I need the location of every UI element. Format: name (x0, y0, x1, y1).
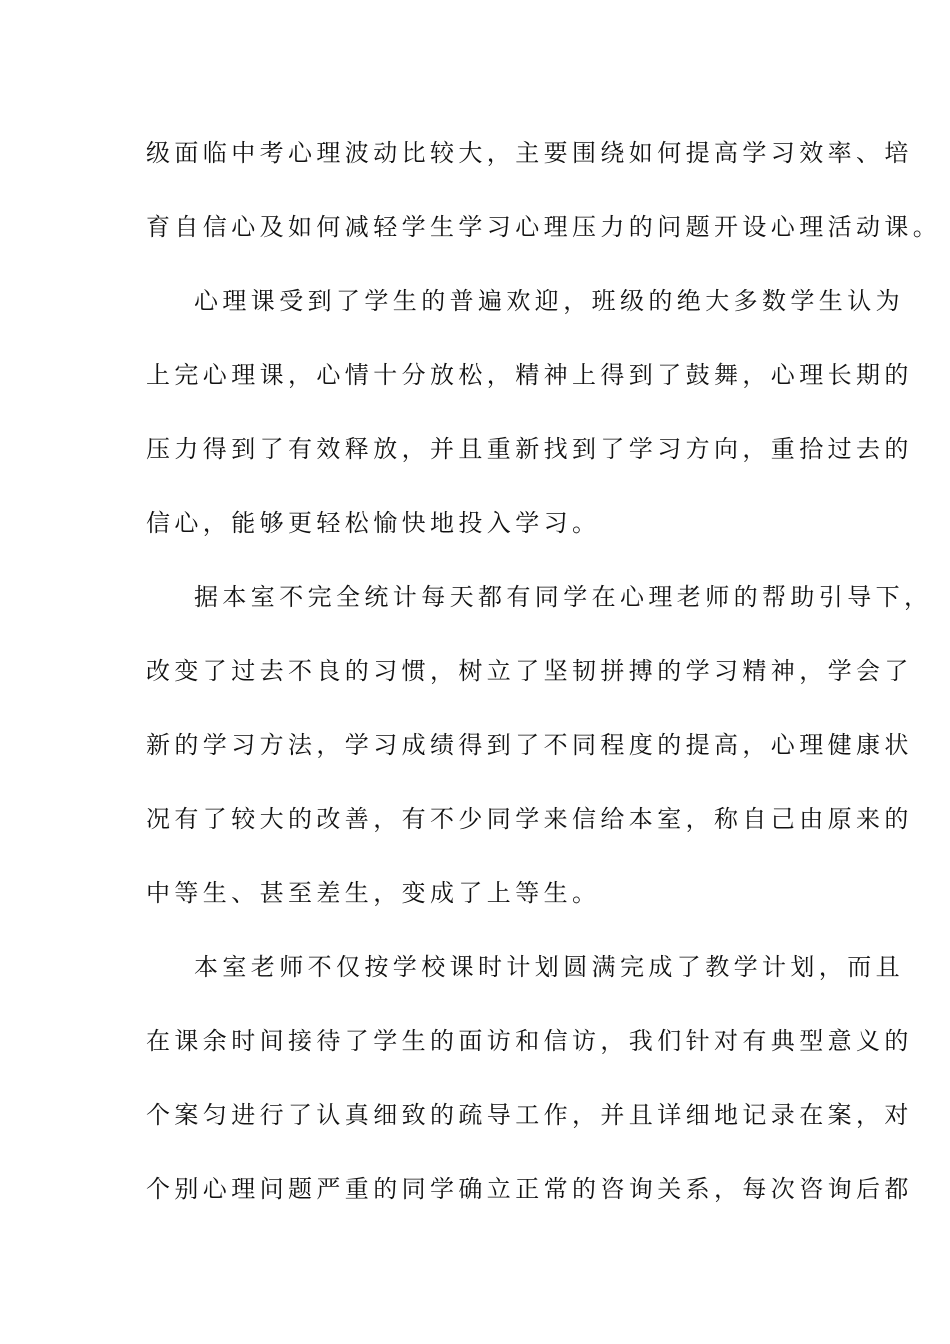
paragraph-first-line: 本室老师不仅按学校课时计划圆满完成了教学计划，而且 (194, 953, 904, 981)
text-line: 压力得到了有效释放，并且重新找到了学习方向，重拾过去的 (146, 435, 913, 463)
text-line: 况有了较大的改善，有不少同学来信给本室，称自己由原来的 (146, 805, 913, 833)
text-line: 上完心理课，心情十分放松，精神上得到了鼓舞，心理长期的 (146, 361, 913, 389)
text-line: 新的学习方法，学习成绩得到了不同程度的提高，心理健康状 (146, 731, 913, 759)
text-line: 级面临中考心理波动比较大，主要围绕如何提高学习效率、培 (146, 139, 913, 167)
text-line: 在课余时间接待了学生的面访和信访，我们针对有典型意义的 (146, 1027, 913, 1055)
text-line: 信心，能够更轻松愉快地投入学习。 (146, 509, 601, 537)
paragraph-first-line: 据本室不完全统计每天都有同学在心理老师的帮助引导下， (194, 583, 933, 611)
text-line: 个案匀进行了认真细致的疏导工作，并且详细地记录在案，对 (146, 1101, 913, 1129)
text-line: 改变了过去不良的习惯，树立了坚韧拼搏的学习精神，学会了 (146, 657, 913, 685)
text-line: 中等生、甚至差生，变成了上等生。 (146, 879, 601, 907)
text-line: 育自信心及如何减轻学生学习心理压力的问题开设心理活动课。 (146, 213, 942, 241)
text-line: 个别心理问题严重的同学确立正常的咨询关系，每次咨询后都 (146, 1175, 913, 1203)
paragraph-first-line: 心理课受到了学生的普遍欢迎，班级的绝大多数学生认为 (194, 287, 904, 315)
